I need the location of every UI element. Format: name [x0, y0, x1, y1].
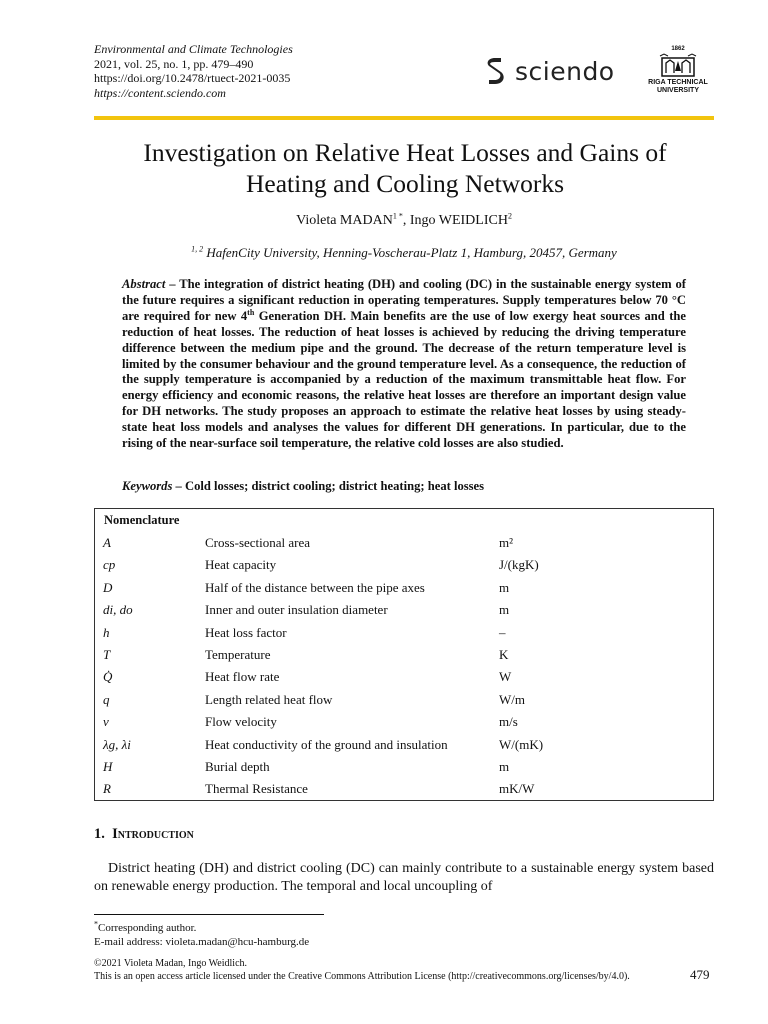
rtu-line2: UNIVERSITY	[656, 87, 699, 94]
sciendo-logo	[483, 56, 615, 86]
nomenclature-row	[95, 714, 713, 736]
footnote-rule	[94, 914, 324, 915]
affiliation	[94, 245, 714, 261]
footnote-corresponding: Corresponding author.	[98, 922, 197, 934]
nomenclature-description: Burial depth	[205, 759, 270, 774]
copyright	[94, 958, 634, 983]
copyright-line-1: ©2021 Violeta Madan, Ingo Weidlich.	[94, 958, 248, 969]
publisher-name: sciendo	[515, 56, 615, 86]
nomenclature-description: Thermal Resistance	[205, 781, 308, 797]
keywords	[122, 479, 686, 494]
author-2-sup: 2	[507, 211, 512, 221]
section-number: 1.	[94, 826, 105, 842]
nomenclature-row	[95, 692, 713, 714]
nomenclature-description: Cross-sectional area	[205, 535, 311, 550]
nomenclature-unit: mK/W	[499, 781, 535, 797]
title-line-2: Heating and Cooling Networks	[246, 169, 564, 198]
journal-volume: 2021, vol. 25, no. 1, pp. 479–490	[94, 56, 254, 71]
nomenclature-description: Temperature	[205, 647, 271, 662]
abstract-sup: th	[247, 307, 255, 317]
nomenclature-row	[95, 781, 713, 803]
footnote-email: E-mail address: violeta.madan@hcu-hamburg.de	[94, 936, 310, 948]
copyright-line-2: This is an open access article licensed under the Creative Commons Attribution License (http://creativecommons.org/licenses/by/4.0).	[94, 970, 630, 982]
abstract	[122, 277, 686, 452]
footnote	[94, 921, 309, 949]
nomenclature-row	[95, 669, 713, 691]
nomenclature-row	[95, 535, 713, 557]
keywords-label: Keywords	[122, 479, 173, 493]
nomenclature-row	[95, 647, 713, 669]
nomenclature-row	[95, 759, 713, 781]
nomenclature-row	[95, 737, 713, 759]
paper-title	[60, 137, 750, 199]
nomenclature-symbol: T	[103, 647, 111, 662]
journal-name: Environmental and Climate Technologies	[94, 42, 293, 56]
doi-link[interactable]: https://doi.org/10.2478/rtuect-2021-0035	[94, 71, 291, 85]
nomenclature-unit: m	[499, 602, 510, 618]
author-separator: , Ingo WEIDLICH	[402, 213, 508, 228]
title-line-1: Investigation on Relative Heat Losses and Gains of	[143, 138, 667, 167]
affiliation-sup: 1, 2	[191, 244, 204, 254]
nomenclature-unit: W	[499, 669, 512, 685]
header-rule	[94, 116, 714, 120]
nomenclature-symbol: D	[103, 579, 113, 595]
nomenclature-symbol: R	[103, 781, 111, 797]
nomenclature-unit: W/(mK)	[499, 736, 544, 752]
abstract-label: Abstract	[122, 277, 166, 291]
nomenclature-description: Heat capacity	[205, 557, 277, 573]
nomenclature-description: Inner and outer insulation diameter	[205, 602, 388, 618]
nomenclature-unit: m	[499, 759, 510, 774]
rtu-logo	[640, 46, 716, 95]
nomenclature-description: Flow velocity	[205, 714, 277, 730]
section-title: Introduction	[112, 826, 194, 842]
affiliation-text: HafenCity University, Henning-Voscherau-Platz 1, Hamburg, 20457, Germany	[203, 245, 617, 260]
nomenclature-description: Heat conductivity of the ground and insulation	[205, 736, 448, 752]
nomenclature-symbol: λg, λi	[103, 736, 131, 752]
nomenclature-description: Half of the distance between the pipe axes	[205, 579, 425, 595]
nomenclature-description: Length related heat flow	[205, 691, 333, 707]
nomenclature-title: Nomenclature	[104, 513, 180, 527]
footnote-marker: *	[94, 919, 98, 929]
author-list	[94, 213, 714, 229]
nomenclature-symbol: di, do	[103, 602, 133, 618]
nomenclature-unit: m	[499, 579, 510, 595]
rtu-line1: RIGA TECHNICAL	[648, 79, 708, 86]
nomenclature-description: Heat flow rate	[205, 669, 280, 685]
keywords-text: – Cold losses; district cooling; district heating; heat losses	[172, 479, 485, 493]
rtu-crest-icon	[658, 53, 698, 79]
abstract-text-1: – The integration of district heating (DH) and cooling (DC) in the sustainable energy system of the future requires a significant reduction in operating temperatures. Supply temperatures below 70 °C are required for new 4	[122, 277, 686, 323]
page-number: 479	[690, 967, 710, 982]
section-heading	[94, 826, 194, 843]
nomenclature-symbol: h	[103, 624, 110, 640]
nomenclature-row	[95, 580, 713, 602]
nomenclature-row	[95, 557, 713, 579]
nomenclature-unit: W/m	[499, 691, 525, 707]
body-paragraph: District heating (DH) and district cooling (DC) can mainly contribute to a sustainable energy system based on renewable energy production. The temporal and local uncoupling of	[94, 861, 714, 894]
nomenclature-symbol: q	[103, 691, 110, 707]
nomenclature-row	[95, 625, 713, 647]
nomenclature-unit: K	[499, 647, 509, 662]
abstract-text-2: Generation DH. Main benefits are the use of low exergy heat sources and the reduction of heat losses. The reduction of heat losses is achieved by reducing the driving temperature difference between the medium pipe and the ground. The decrease of the return temperature level is limited by the consumer behaviour and the ground temperature level. As a consequence, the reduction of the supply temperature is accompanied by a reduction of the maximum transmittable heat flow. For energy efficiency and economic reasons, the relative heat losses are therefore an important design value for DH networks. The study proposes an approach to estimate the relative heat losses by using steady-state heat loss models and analyses the values for different DH generations. In particular, due to the rising of the near-surface soil temperature, the relative cold losses are also studied.	[122, 308, 686, 451]
nomenclature-unit: –	[499, 624, 506, 640]
nomenclature-symbol: cp	[103, 557, 116, 573]
site-link[interactable]: https://content.sciendo.com	[94, 85, 226, 100]
nomenclature-symbol: H	[103, 759, 113, 774]
author-1: Violeta MADAN	[296, 213, 393, 228]
nomenclature-unit: m²	[499, 535, 514, 550]
nomenclature-symbol: v	[103, 714, 109, 730]
nomenclature-unit: J/(kgK)	[499, 557, 539, 573]
rtu-year: 1862	[671, 46, 685, 52]
nomenclature-symbol: Q̇	[103, 669, 113, 685]
journal-header	[94, 42, 293, 100]
sciendo-s-icon	[483, 56, 507, 86]
nomenclature-description: Heat loss factor	[205, 624, 287, 640]
nomenclature-box	[94, 508, 714, 801]
nomenclature-row	[95, 602, 713, 624]
author-1-sup: 1 *	[392, 211, 403, 221]
nomenclature-symbol: A	[103, 535, 111, 550]
nomenclature-unit: m/s	[499, 714, 518, 730]
